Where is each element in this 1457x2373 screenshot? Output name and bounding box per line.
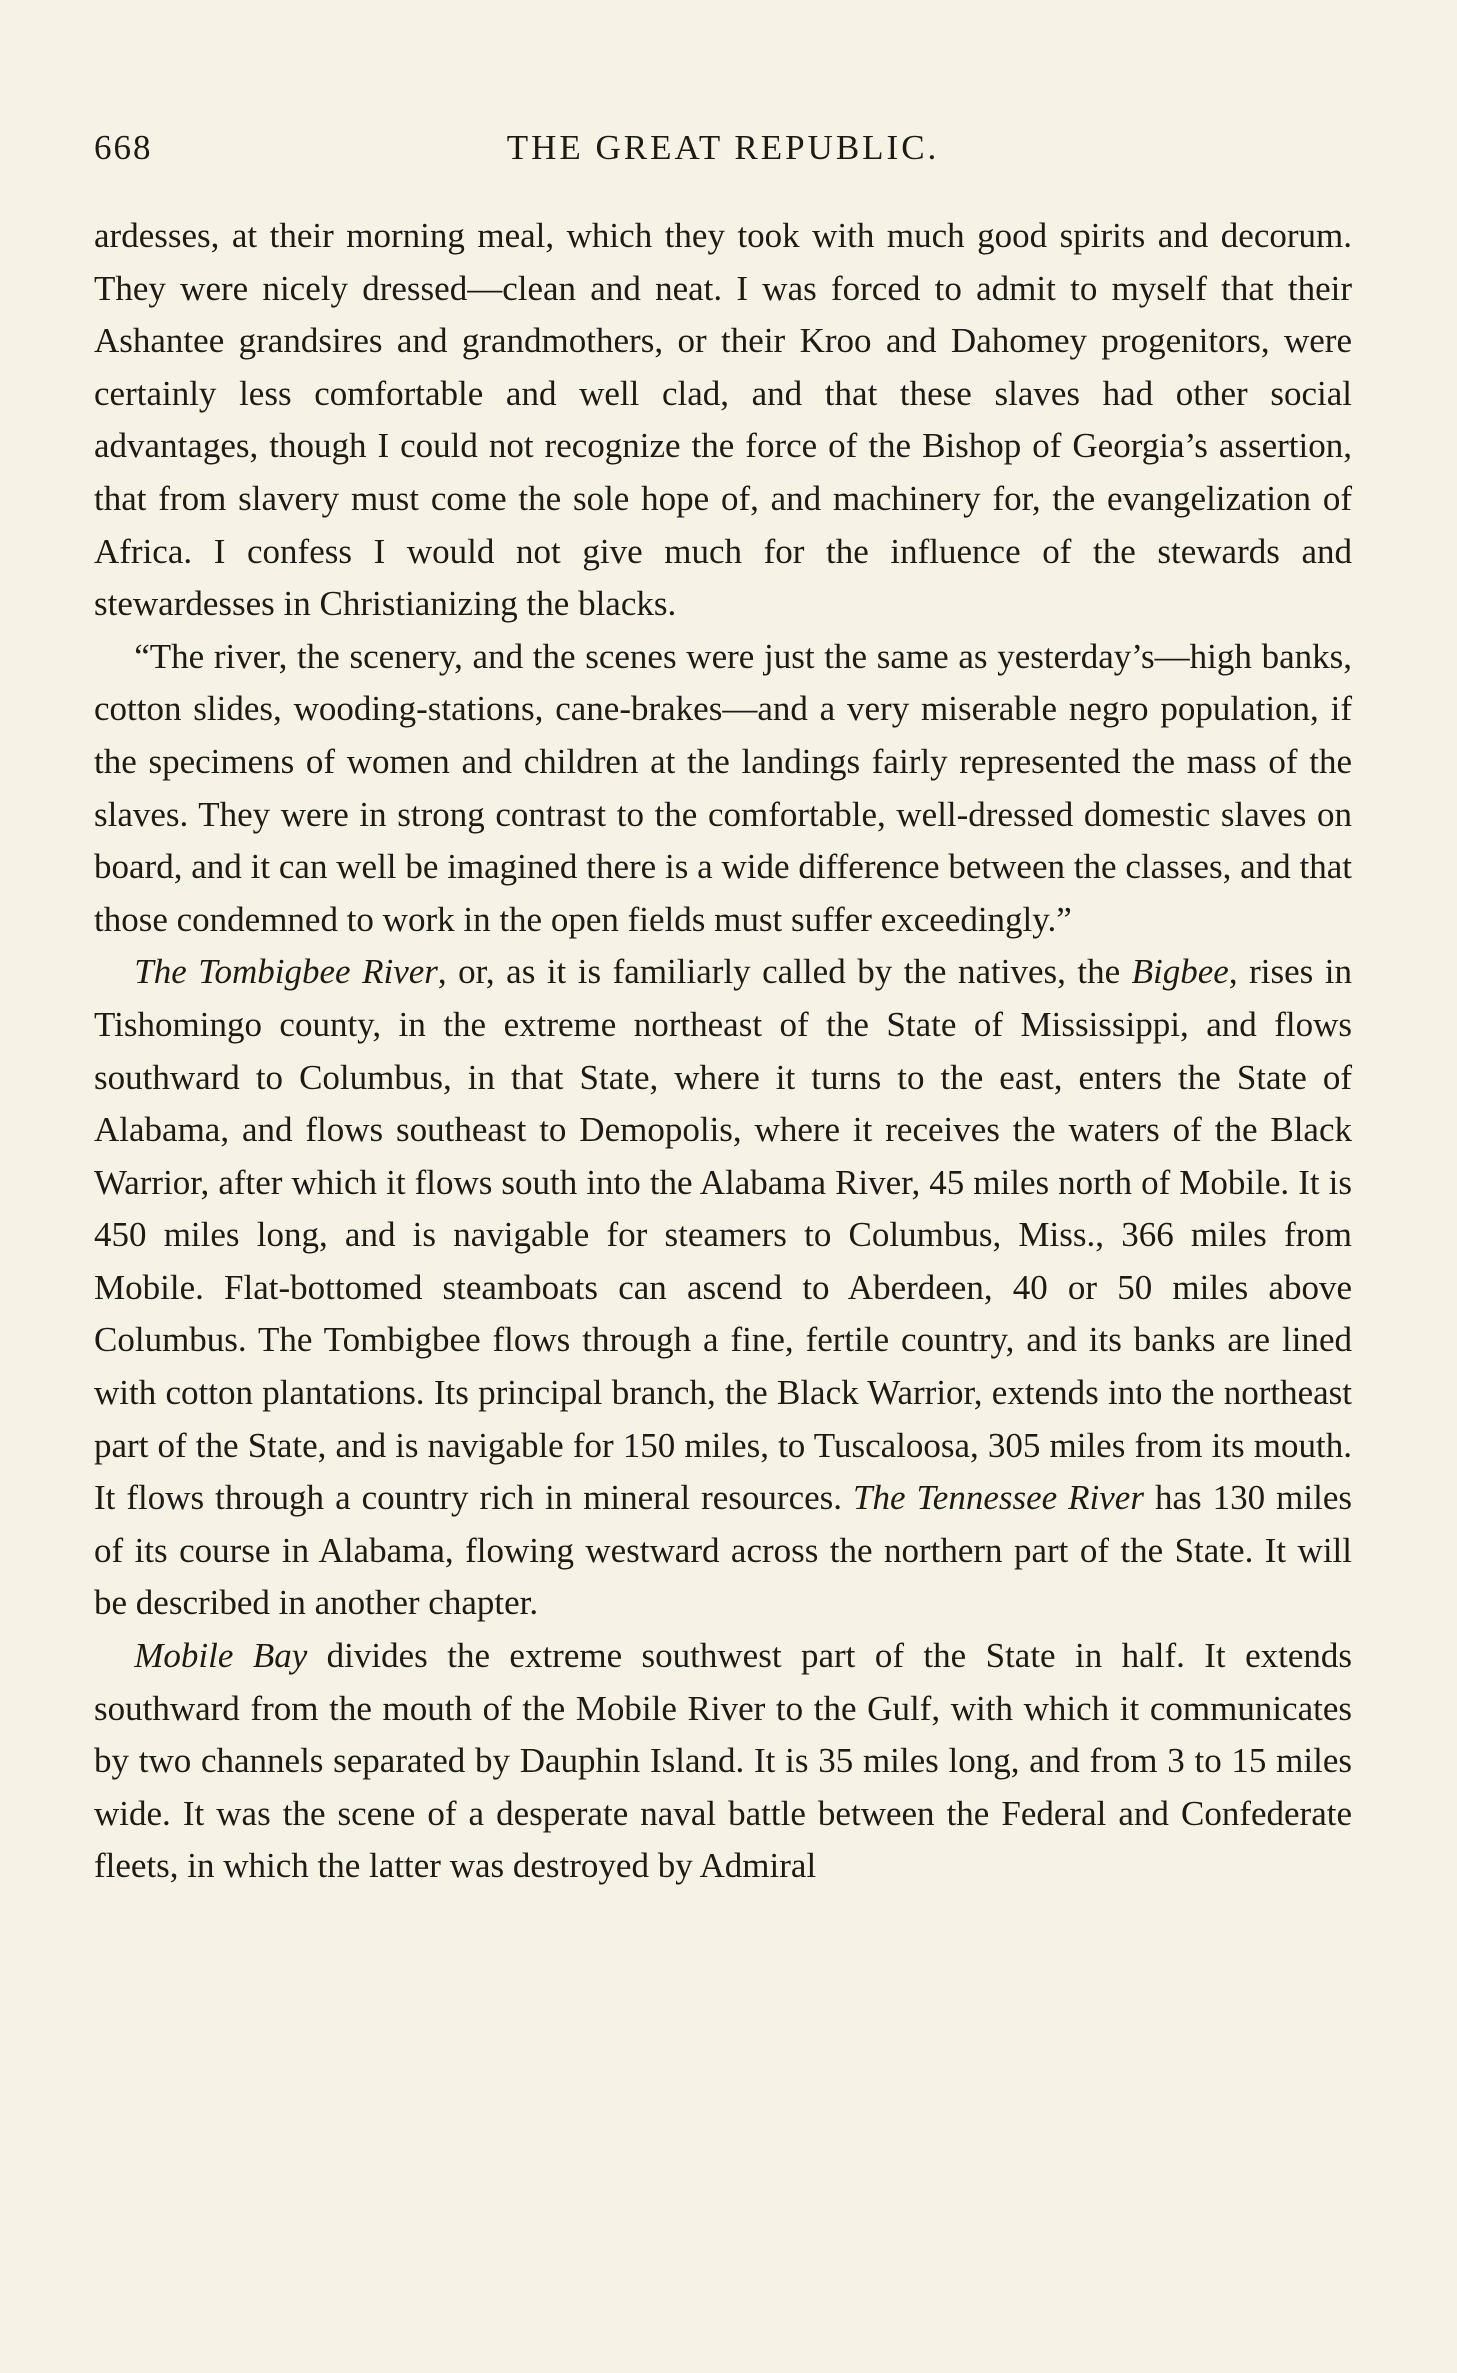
running-head <box>94 118 1352 178</box>
italic-run: The Tennessee River <box>853 1478 1144 1518</box>
text-run: , rises in Tishomingo county, in the extreme northeast of the State of Mississippi, and flows southward to Columbus, in that State, where it turns to the east, enters the State of Alabama, and flows southeast to Demopolis, where it receives the waters of the Black Warrior, after which it flows south into the Alabama River, 45 miles north of Mobile. It is 450 miles long, and is navigable for steamers to Columbus, Miss., 366 miles from Mobile. Flat-bottomed steamboats can ascend to Aberdeen, 40 or 50 miles above Columbus. The Tombigbee flows through a fine, fertile country, and its banks are lined with cotton plantations. Its principal branch, the Black Warrior, extends into the northeast part of the State, and is navigable for 150 miles, to Tuscaloosa, 305 miles from its mouth. It flows through a country rich in mineral resources. <box>94 952 1352 1518</box>
text-run: divides the extreme southwest part of the State in half. It extends southward from the mouth of the Mobile River to the Gulf, with which it communicates by two channels separated by Dauphin Island. It is 35 miles long, and from 3 to 15 miles wide. It was the scene of a desperate naval battle between the Federal and Confederate fleets, in which the latter was destroyed by Admiral <box>94 1636 1353 1886</box>
paragraph <box>94 1630 1352 1893</box>
paragraph <box>94 946 1352 1630</box>
page-number: 668 <box>94 128 153 167</box>
italic-run: Bigbee <box>1131 952 1229 992</box>
text-run: “The river, the scenery, and the scenes were just the same as yesterday’s—high banks, cotton slides, wooding-stations, cane-brakes—and a very miserable negro population, if the specimens of women and children at the landings fairly represented the mass of the slaves. They were in strong contrast to the comfortable, well-dressed domestic slaves on board, and it can well be imagined there is a wide difference between the classes, and that those condemned to work in the open fields must suffer exceedingly.” <box>94 636 1352 939</box>
text-run: ardesses, at their morning meal, which they took with much good spirits and decorum. They were nicely dressed—clean and neat. I was forced to admit to myself that their Ashantee grandsires and grandmothers, or their Kroo and Dahomey progenitors, were certainly less comfortable and well clad, and that these slaves had other social advantages, though I could not recognize the force of the Bishop of Georgia’s assertion, that from slavery must come the sole hope of, and machinery for, the evangelization of Africa. I confess I would not give much for the influence of the stewards and stewardesses in Christianizing the blacks. <box>94 216 1352 624</box>
text-run: has 130 miles of its course in Alabama, flowing westward across the northern part of the State. It will be described in another chapter. <box>94 1478 1352 1623</box>
italic-run: The Tombigbee River <box>134 952 438 992</box>
italic-run: Mobile Bay <box>134 1636 308 1676</box>
running-title: THE GREAT REPUBLIC. <box>506 128 940 167</box>
book-page <box>94 118 1352 1893</box>
paragraph <box>94 631 1352 947</box>
body-text <box>94 210 1352 1893</box>
text-run: , or, as it is familiarly called by the natives, the <box>437 952 1132 992</box>
paragraph <box>94 210 1352 631</box>
